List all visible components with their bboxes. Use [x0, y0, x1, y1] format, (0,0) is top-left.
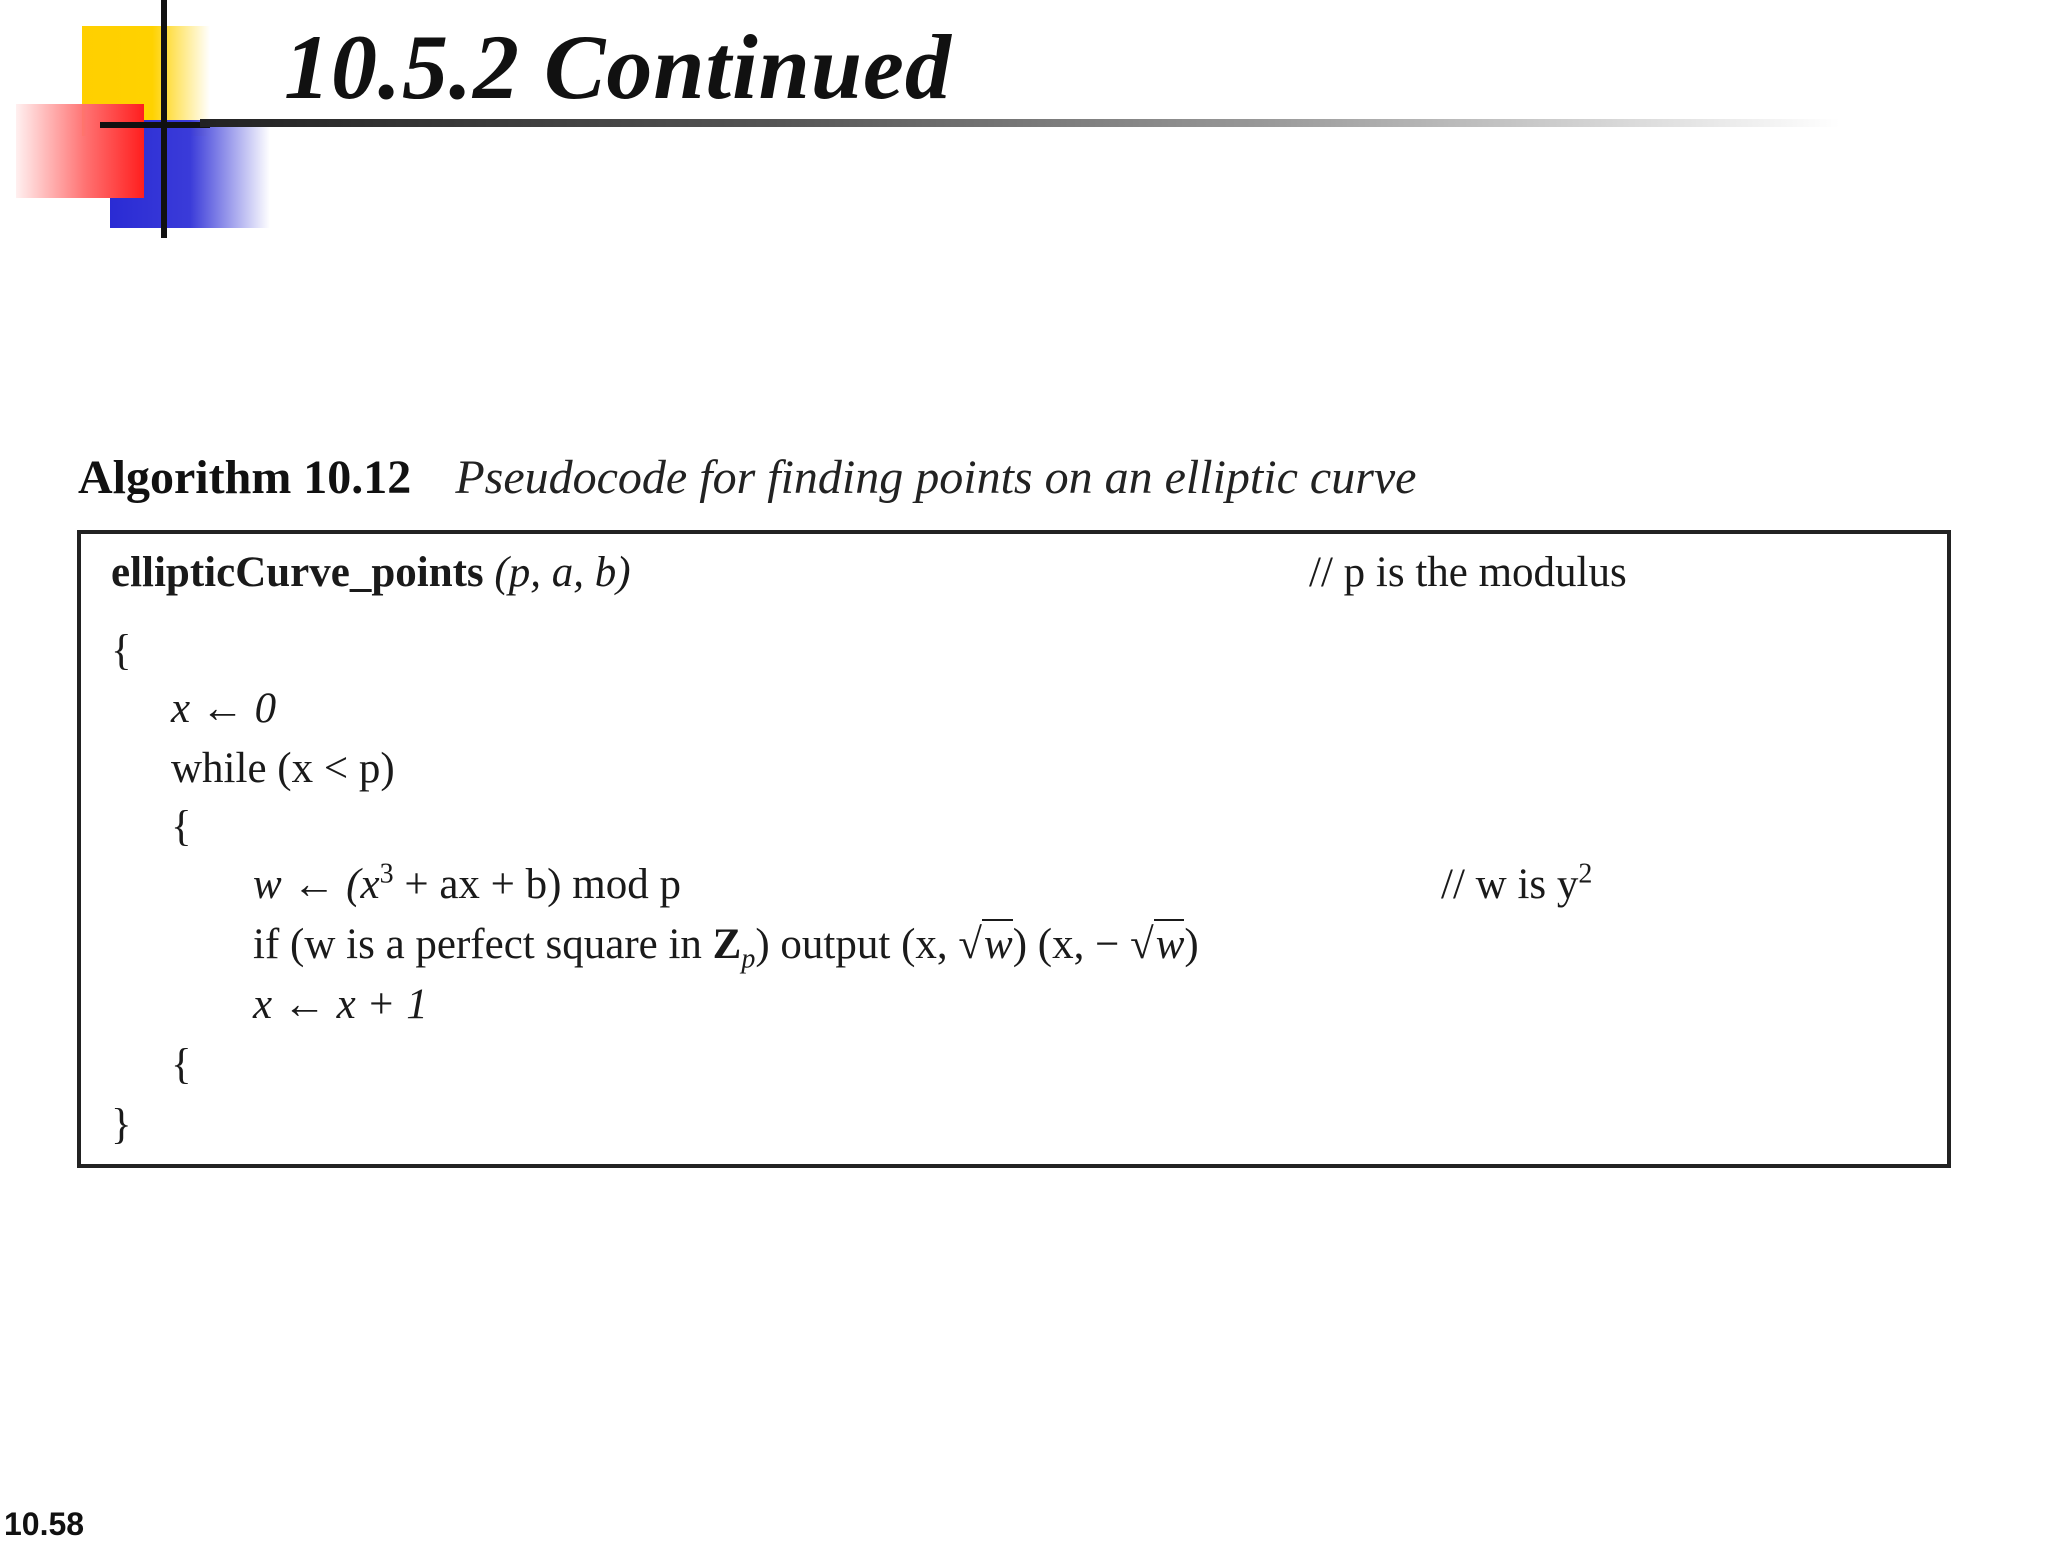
outer-open-brace: { [111, 627, 132, 674]
w-comment: // w is $y^2$ [1441, 858, 1593, 908]
function-name: ellipticCurve_points [111, 549, 484, 596]
slide-number: 10.58 [4, 1506, 85, 1542]
logo-horizontal-line [100, 122, 210, 128]
algorithm-heading [78, 450, 1416, 505]
signature-line [111, 548, 631, 597]
title-underline [200, 119, 1840, 127]
init-line: x ← 0 [171, 685, 277, 732]
increment-line: x ← x + 1 [253, 981, 428, 1028]
algorithm-box [77, 530, 1951, 1168]
assign-w-line: w ← ($x^3$ + ax + b) mod p [253, 858, 681, 908]
while-line: while (x < p) [171, 745, 395, 792]
algorithm-label: Algorithm 10.12 [78, 451, 412, 504]
logo-vertical-line [161, 0, 167, 238]
modulus-comment: // p is the modulus [1309, 549, 1627, 596]
if-line: if (w is a perfect square in $Z_p$) output (x, √w) (x, − √w) [253, 921, 1199, 975]
algorithm-caption: Pseudocode for finding points on an elliptic curve [455, 451, 1417, 504]
inner-close-brace: { [171, 1041, 192, 1088]
outer-close-brace: } [111, 1101, 132, 1148]
logo-red-square [16, 104, 144, 198]
inner-open-brace: { [171, 803, 192, 850]
function-params: (p, a, b) [494, 549, 631, 596]
slide-title: 10.5.2 Continued [284, 16, 952, 118]
